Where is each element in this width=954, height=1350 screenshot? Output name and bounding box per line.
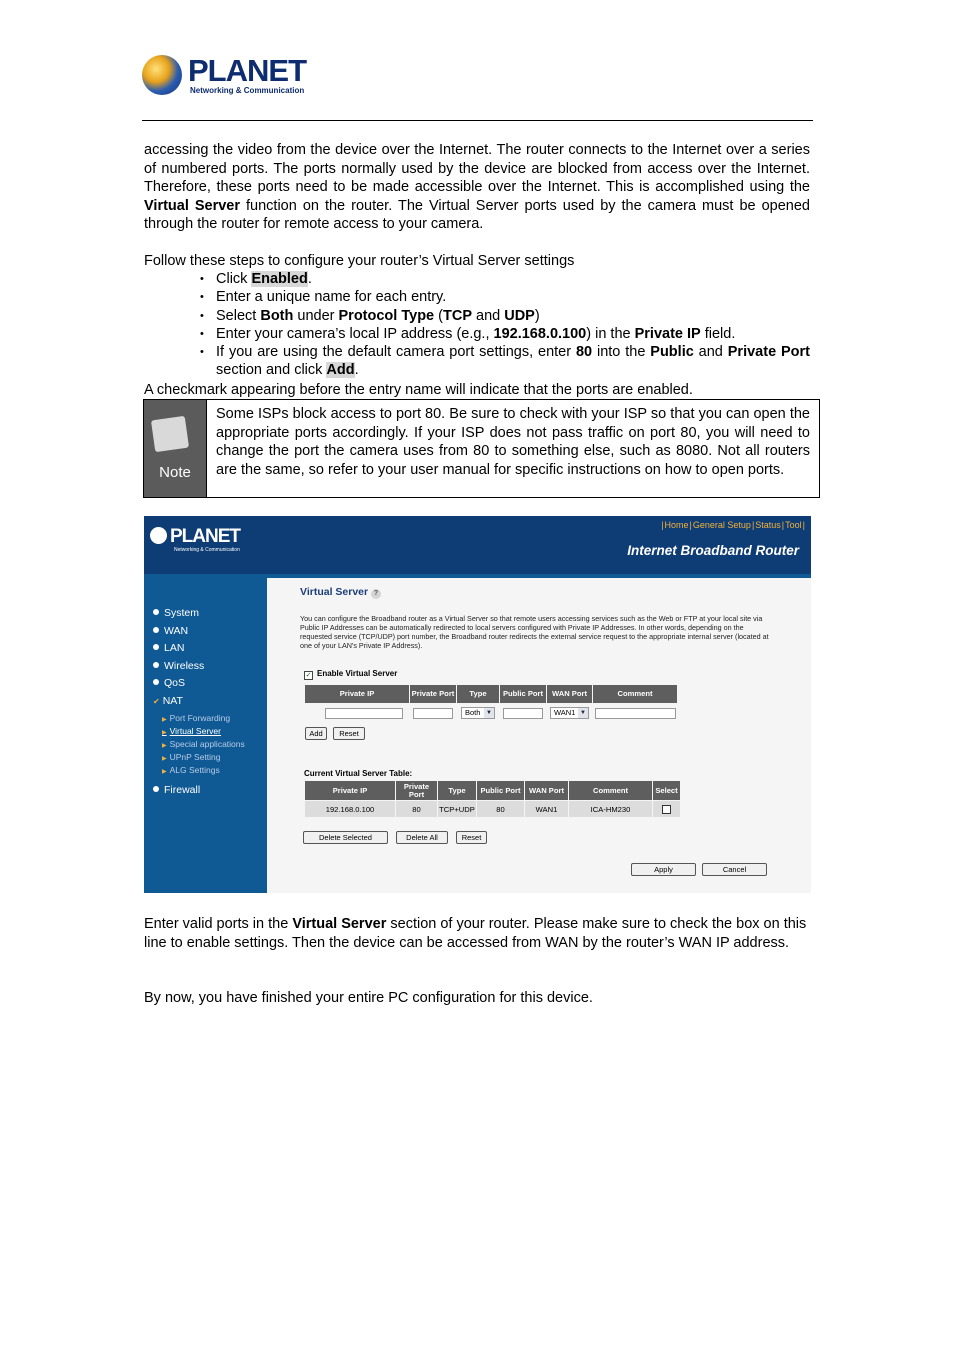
router-logo-tagline: Networking & Communication xyxy=(174,547,240,553)
col-type: Type xyxy=(457,685,500,704)
enable-virtual-server[interactable]: ✓ Enable Virtual Server xyxy=(305,669,398,679)
router-screenshot xyxy=(144,516,811,893)
cell-type: TCP+UDP xyxy=(438,801,477,818)
router-header xyxy=(144,516,811,574)
nav-port-forwarding[interactable]: ▶ Port Forwarding xyxy=(162,712,231,723)
arrow-icon: ▶ xyxy=(162,716,167,723)
planet-logo xyxy=(142,53,306,99)
col-private-ip: Private IP xyxy=(305,685,410,704)
logo-wordmark: PLANET xyxy=(188,53,306,88)
col-private-ip: Private IP xyxy=(305,781,396,801)
note-label: Note xyxy=(159,464,191,481)
col-select: Select xyxy=(653,781,681,801)
col-wan-port: WAN Port xyxy=(547,685,593,704)
public-port-input[interactable] xyxy=(503,708,543,719)
bullet-icon xyxy=(153,662,159,668)
help-icon[interactable]: ? xyxy=(371,589,381,599)
reset-table-button[interactable]: Reset xyxy=(456,831,487,844)
arrow-icon: ▶ xyxy=(162,755,167,762)
list-item: • Enter your camera’s local IP address (e.g., 192.168.0.100) in the Private IP field. xyxy=(198,325,810,343)
header-rule xyxy=(142,120,813,121)
bullet-icon xyxy=(153,644,159,650)
nav-special-applications[interactable]: ▶ Special applications xyxy=(162,738,245,749)
chevron-down-icon: ▼ xyxy=(484,708,494,718)
delete-all-button[interactable]: Delete All xyxy=(396,831,448,844)
nav-virtual-server[interactable]: ▶ Virtual Server xyxy=(162,725,221,736)
router-sidebar xyxy=(144,574,267,893)
nav-upnp-setting[interactable]: ▶ UPnP Setting xyxy=(162,751,221,762)
col-private-port: Private Port xyxy=(396,781,438,801)
closing-paragraph: By now, you have finished your entire PC configuration for this device. xyxy=(144,990,593,1006)
nav-wireless[interactable]: Wireless xyxy=(153,660,245,678)
globe-icon xyxy=(142,55,182,95)
steps-list xyxy=(198,270,810,380)
router-product-title: Internet Broadband Router xyxy=(627,543,799,558)
bullet-icon xyxy=(153,786,159,792)
add-button[interactable]: Add xyxy=(305,727,327,740)
check-icon: ✔ xyxy=(153,696,160,706)
nav-firewall[interactable]: Firewall xyxy=(153,784,245,802)
link-general-setup[interactable]: General Setup xyxy=(692,520,751,530)
cell-private-port: 80 xyxy=(396,801,438,818)
router-main xyxy=(267,578,811,893)
list-item: • Enter a unique name for each entry. xyxy=(198,288,810,306)
table-row xyxy=(305,801,681,818)
bullet-icon xyxy=(153,627,159,633)
nav-lan[interactable]: LAN xyxy=(153,642,245,660)
note-box xyxy=(143,399,820,498)
arrow-icon: ▶ xyxy=(162,768,167,775)
delete-selected-button[interactable]: Delete Selected xyxy=(303,831,388,844)
checkbox[interactable]: ✓ xyxy=(305,672,312,679)
steps-intro: Follow these steps to configure your router’s Virtual Server settings xyxy=(144,253,575,269)
current-table-title: Current Virtual Server Table: xyxy=(304,769,413,778)
bullet-icon xyxy=(153,609,159,615)
checkmark-paragraph: A checkmark appearing before the entry name will indicate that the ports are enabled. xyxy=(144,382,693,398)
router-nav xyxy=(153,607,245,801)
router-top-links: |Home|General Setup|Status|Tool| xyxy=(661,520,805,530)
entry-form-table xyxy=(304,684,678,723)
list-item: • If you are using the default camera port settings, enter 80 into the Public and Private Port section and click Add. xyxy=(198,343,810,380)
notepad-icon xyxy=(151,416,189,452)
col-type: Type xyxy=(438,781,477,801)
globe-icon xyxy=(150,527,167,544)
col-private-port: Private Port xyxy=(410,685,457,704)
current-server-table xyxy=(304,780,681,818)
bullet-icon xyxy=(153,679,159,685)
note-icon xyxy=(144,400,207,497)
cell-comment: ICA-HM230 xyxy=(569,801,653,818)
apply-button[interactable]: Apply xyxy=(631,863,696,876)
nav-alg-settings[interactable]: ▶ ALG Settings xyxy=(162,764,220,775)
list-item: • Select Both under Protocol Type (TCP and UDP) xyxy=(198,307,810,325)
link-home[interactable]: Home xyxy=(664,520,689,530)
col-public-port: Public Port xyxy=(477,781,525,801)
col-comment: Comment xyxy=(569,781,653,801)
router-logo: PLANET xyxy=(150,526,240,548)
intro-paragraph: accessing the video from the device over the Internet. The router connects to the Internet over a series of numbered ports. The ports normally used by the device are blocked from access over the Internet. Therefore, these ports need to be made accessible over the Internet. This is accomplished using the Virtual Server function on the router. The Virtual Server ports used by the camera must be opened through the router for remote access to your camera. xyxy=(144,142,810,232)
col-comment: Comment xyxy=(593,685,678,704)
reset-button[interactable]: Reset xyxy=(333,727,365,740)
logo-tagline: Networking & Communication xyxy=(190,86,305,95)
cell-public-port: 80 xyxy=(477,801,525,818)
type-select[interactable]: Both ▼ xyxy=(461,707,495,719)
private-port-input[interactable] xyxy=(413,708,453,719)
chevron-down-icon: ▼ xyxy=(578,708,588,718)
col-wan-port: WAN Port xyxy=(525,781,569,801)
note-text: Some ISPs block access to port 80. Be sure to check with your ISP so that you can open the appropriate ports accordingly. If your ISP does not pass traffic on port 80, you will need to change the port the camera uses from 80 to something else, such as 8080. Not all routers are the same, so refer to your user manual for specific instructions on how to open ports. xyxy=(216,406,810,478)
nav-qos[interactable]: QoS xyxy=(153,677,245,695)
link-tool[interactable]: Tool xyxy=(785,520,802,530)
cell-wan-port: WAN1 xyxy=(525,801,569,818)
arrow-icon: ▶ xyxy=(162,729,167,736)
wan-port-select[interactable]: WAN1 ▼ xyxy=(550,707,589,719)
nav-nat[interactable]: ✔ NAT xyxy=(153,694,183,707)
col-public-port: Public Port xyxy=(500,685,547,704)
nav-wan[interactable]: WAN xyxy=(153,625,245,643)
page-title: Virtual Server ? xyxy=(300,586,381,599)
ports-paragraph: Enter valid ports in the Virtual Server section of your router. Please make sure to check the box on this line to enable settings. Then the device can be accessed from WAN by the router’s WAN IP address. xyxy=(144,916,807,951)
nav-system[interactable]: System xyxy=(153,607,245,625)
private-ip-input[interactable] xyxy=(325,708,403,719)
cancel-button[interactable]: Cancel xyxy=(702,863,767,876)
arrow-icon: ▶ xyxy=(162,742,167,749)
cell-private-ip: 192.168.0.100 xyxy=(305,801,396,818)
page-description: You can configure the Broadband router as a Virtual Server so that remote users accessing services such as the Web or FTP at your local site via Public IP Addresses can be automatically redirected to local servers configured with Private IP Addresses. In other words, depending on the requested service (TCP/UDP) port number, the Broadband router redirects the external service request to the appropriate internal server (located at one of your LAN's Private IP Address). xyxy=(300,614,769,650)
link-status[interactable]: Status xyxy=(755,520,781,530)
select-checkbox[interactable] xyxy=(662,805,671,814)
comment-input[interactable] xyxy=(595,708,676,719)
list-item: • Click Enabled. xyxy=(198,270,810,288)
